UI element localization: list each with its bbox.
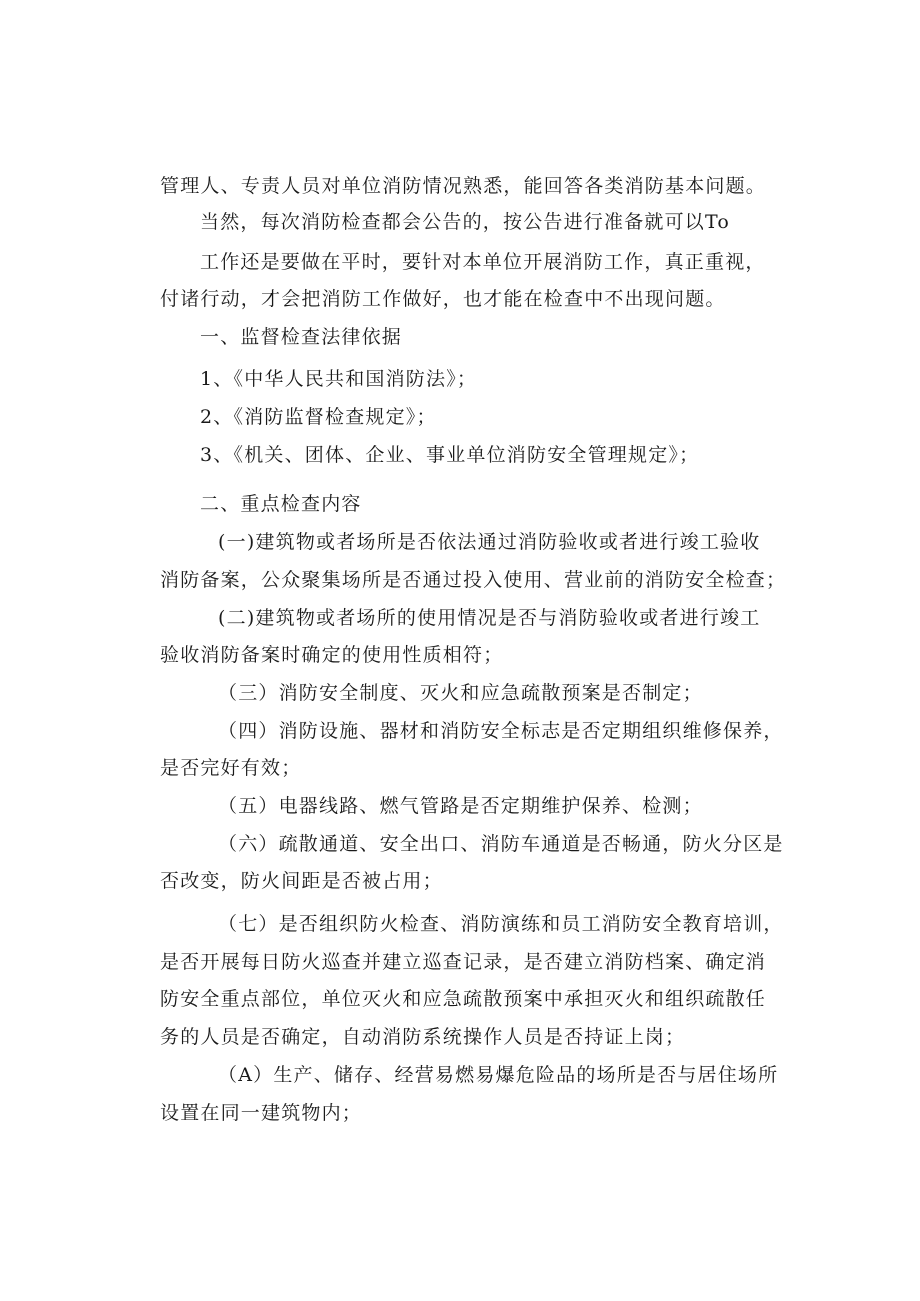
section-heading: 二、重点检查内容: [200, 493, 362, 515]
paragraph-line: 工作还是要做在平时，要针对本单位开展消防工作，真正重视，: [200, 251, 766, 273]
law-item: 3、《机关、团体、企业、事业单位消防安全管理规定》；: [200, 444, 700, 466]
section-heading: 一、监督检查法律依据: [200, 326, 403, 348]
paragraph-line: 付诸行动，才会把消防工作做好，也才能在检查中不出现问题。: [160, 288, 726, 310]
check-item-line: (一)建筑物或者场所是否依法通过消防验收或者进行竣工验收: [218, 531, 761, 553]
check-item-line: （七）是否组织防火检查、消防演练和员工消防安全教育培训，: [218, 913, 784, 935]
check-item-line: 防安全重点部位，单位灭火和应急疏散预案中承担灭火和组织疏散任: [160, 988, 767, 1010]
check-item-line: （六）疏散通道、安全出口、消防车通道是否畅通，防火分区是: [218, 833, 784, 855]
check-item-line: 消防备案，公众聚集场所是否通过投入使用、营业前的消防安全检查；: [160, 569, 787, 591]
check-item-line: （A）生产、储存、经营易燃易爆危险品的场所是否与居住场所: [218, 1064, 779, 1086]
check-item-line: （五）电器线路、燃气管路是否定期维护保养、检测；: [218, 795, 703, 817]
check-item-line: 务的人员是否确定，自动消防系统操作人员是否持证上岗；: [160, 1026, 686, 1048]
check-item-line: 否改变，防火间距是否被占用；: [160, 870, 443, 892]
check-item-line: （三）消防安全制度、灭火和应急疏散预案是否制定；: [218, 682, 703, 704]
paragraph-line: 当然，每次消防检查都会公告的，按公告进行准备就可以To: [200, 211, 731, 233]
paragraph-line: 管理人、专责人员对单位消防情况熟悉，能回答各类消防基本问题。: [160, 175, 767, 197]
check-item-line: 是否开展每日防火巡查并建立巡查记录，是否建立消防档案、确定消: [160, 951, 767, 973]
check-item-line: 设置在同一建筑物内；: [160, 1102, 363, 1124]
check-item-line: （四）消防设施、器材和消防安全标志是否定期组织维修保养，: [218, 720, 784, 742]
check-item-line: 验收消防备案时确定的使用性质相符；: [160, 644, 504, 666]
law-item: 2、《消防监督检查规定》；: [200, 406, 437, 428]
check-item-line: (二)建筑物或者场所的使用情况是否与消防验收或者进行竣工: [218, 607, 761, 629]
check-item-line: 是否完好有效；: [160, 757, 302, 779]
law-item: 1、《中华人民共和国消防法》；: [200, 368, 478, 390]
